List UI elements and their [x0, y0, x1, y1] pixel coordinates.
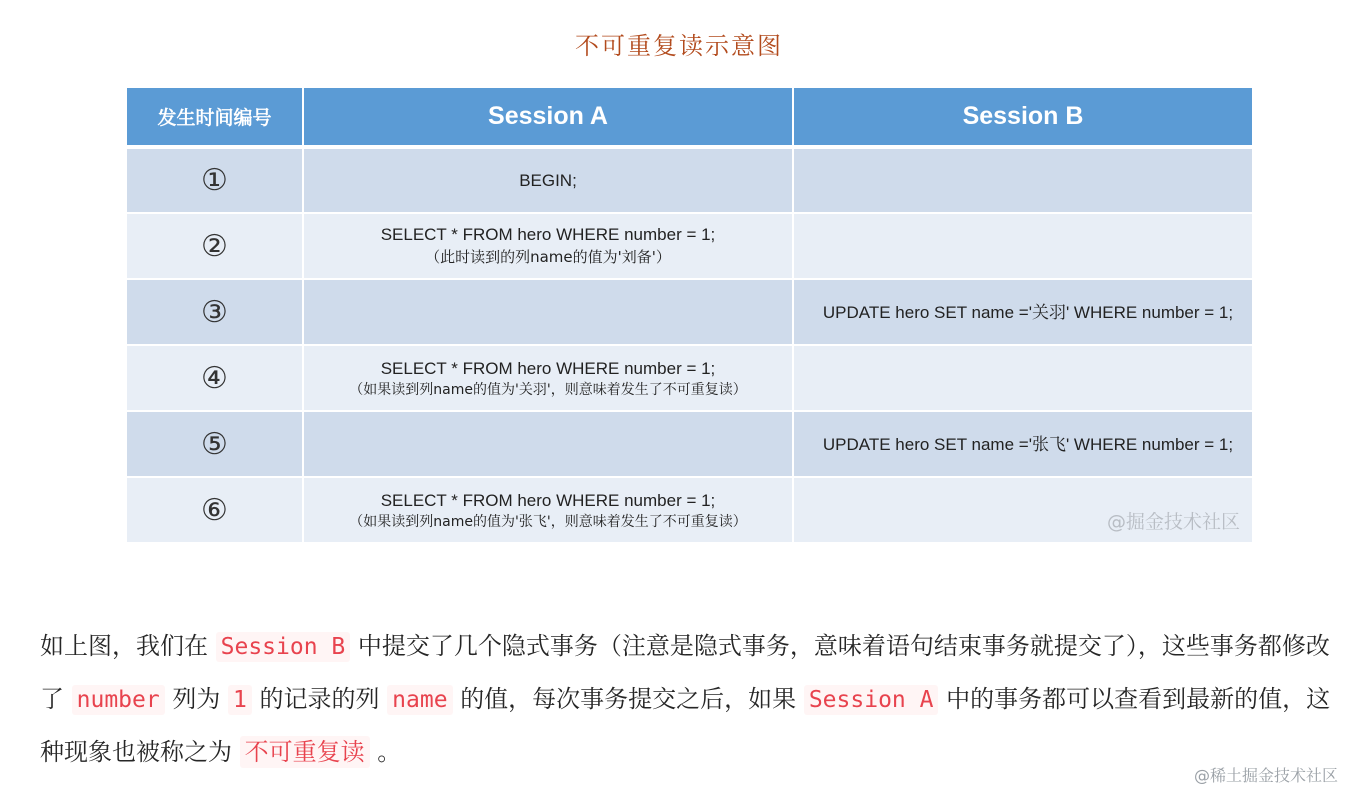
session-a-cell	[303, 411, 793, 477]
paragraph-text: 的记录的列	[259, 685, 380, 713]
session-a-cell	[303, 477, 793, 543]
table-row	[127, 345, 1253, 411]
session-a-sql: SELECT * FROM hero WHERE number = 1;	[380, 490, 716, 510]
session-a-cell	[303, 147, 793, 213]
session-b-cell	[793, 411, 1253, 477]
session-b-cell	[793, 213, 1253, 279]
paragraph-text: 列为	[172, 685, 221, 713]
paragraph-text: 中的事务都可以查看到最新的值，这种现象也被称之为	[40, 685, 1331, 766]
session-b-cell	[793, 345, 1253, 411]
inline-code-session-a: Session A	[804, 685, 939, 715]
inline-code-one: 1	[228, 685, 252, 715]
session-table	[127, 88, 1254, 544]
session-a-note: （如果读到列name的值为'张飞'，则意味着发生了不可重复读）	[349, 513, 747, 530]
paragraph-text: 中提交了几个隐式事务（注意是隐式事务，意味着语句结束事务就提交了），这些事务都修改了	[40, 632, 1330, 713]
paragraph-text: 。	[377, 738, 402, 766]
session-a-cell	[303, 345, 793, 411]
inline-code-name: name	[387, 685, 452, 715]
session-b-cell	[793, 147, 1253, 213]
session-b-cell	[793, 477, 1253, 543]
inline-code-session-b: Session B	[216, 632, 351, 662]
paragraph-text: 的值，每次事务提交之后，如果	[460, 685, 797, 713]
site-watermark: @稀土掘金技术社区	[1193, 766, 1338, 785]
table-row	[127, 279, 1253, 345]
session-a-note: （如果读到列name的值为'关羽'，则意味着发生了不可重复读）	[349, 381, 747, 398]
header-session-a: Session A	[303, 88, 793, 147]
step-number: ④	[127, 345, 303, 411]
session-a-sql: BEGIN;	[519, 171, 577, 190]
step-number: ⑤	[127, 411, 303, 477]
session-a-sql: SELECT * FROM hero WHERE number = 1;	[380, 225, 716, 244]
session-a-sql: SELECT * FROM hero WHERE number = 1;	[380, 358, 716, 378]
step-number: ①	[127, 147, 303, 213]
inline-code-number: number	[72, 685, 165, 715]
header-time-number: 发生时间编号	[127, 88, 303, 147]
table-row	[127, 213, 1253, 279]
session-a-cell	[303, 213, 793, 279]
header-session-b: Session B	[793, 88, 1253, 147]
session-b-sql: UPDATE hero SET name ='关羽' WHERE number = 1;	[822, 302, 1234, 322]
session-b-cell	[793, 279, 1253, 345]
table-row	[127, 411, 1253, 477]
highlighted-term: 不可重复读	[240, 736, 370, 768]
step-number: ②	[127, 213, 303, 279]
paragraph-text: 如上图，我们在	[40, 632, 208, 660]
table-row	[127, 147, 1253, 213]
step-number: ③	[127, 279, 303, 345]
session-a-cell	[303, 279, 793, 345]
diagram-table-image	[127, 88, 1253, 548]
image-watermark: @掘金技术社区	[1106, 511, 1240, 533]
table-header-row	[127, 88, 1253, 147]
session-b-sql: UPDATE hero SET name ='张飞' WHERE number = 1;	[822, 434, 1234, 454]
session-a-note: （此时读到的列name的值为'刘备'）	[425, 248, 671, 266]
figure-title: 不可重复读示意图	[575, 32, 783, 60]
explanation-paragraph	[40, 620, 1340, 778]
step-number: ⑥	[127, 477, 303, 543]
table-row	[127, 477, 1253, 543]
